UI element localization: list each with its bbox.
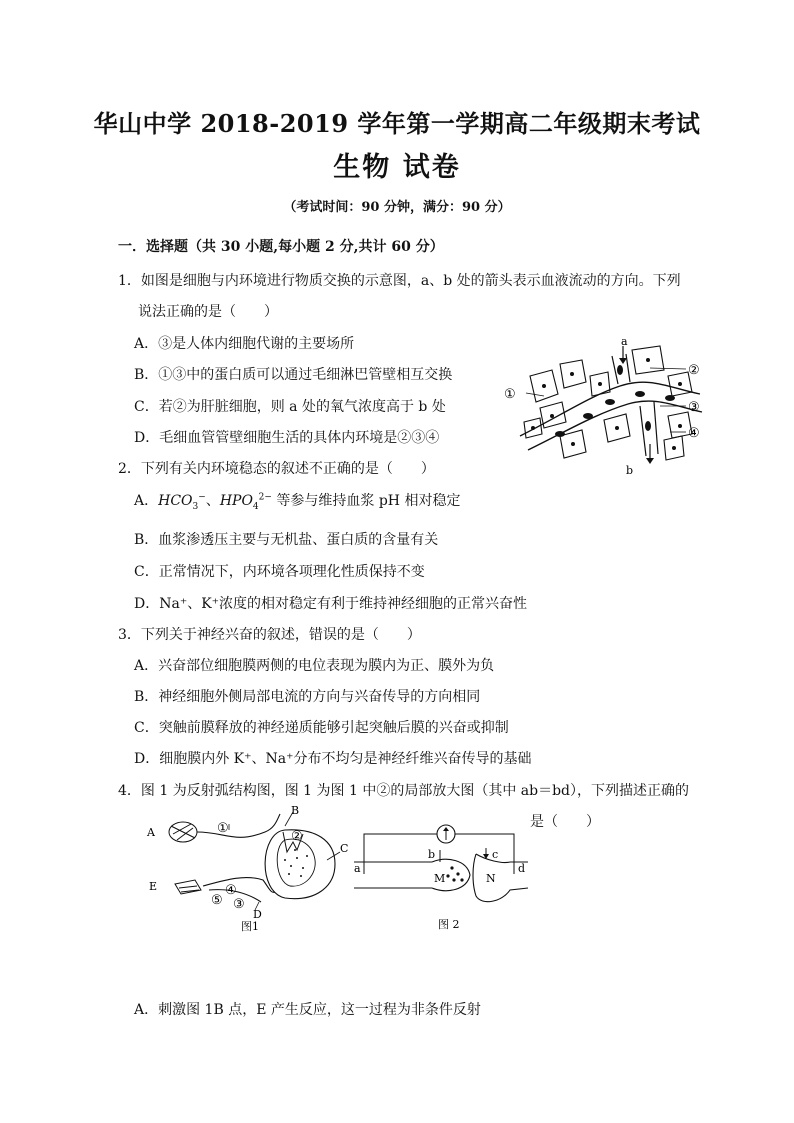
q4-fig2-label-b: b: [428, 848, 436, 861]
q4-fig1-label-2: ②: [291, 829, 303, 844]
q1-option-a: A．③是人体内细胞代谢的主要场所: [134, 336, 355, 352]
q3-option-c: C．突触前膜释放的神经递质能够引起突触后膜的兴奋或抑制: [134, 720, 509, 736]
q2-option-a: [134, 490, 460, 512]
q2-ion-hco3: HCO: [158, 493, 193, 509]
q4-fig1-label-4: ④: [225, 883, 237, 898]
q4-fig1-label-3: ③: [233, 897, 245, 912]
q2-stem-line1: 2．下列有关内环境稳态的叙述不正确的是（ ）: [118, 461, 435, 477]
q1-fig-label-2: ②: [688, 363, 700, 378]
q4-fig1-label-E: E: [149, 880, 158, 893]
q1-fig-label-4: ④: [688, 426, 700, 441]
q2-ion-hpo4-sub: 4: [252, 501, 259, 512]
q2-ion-hco3-sub: 3: [192, 501, 199, 512]
q1-stem-line1: 1．如图是细胞与内环境进行物质交换的示意图，a、b 处的箭头表示血液流动的方向。下列: [118, 273, 681, 289]
q3-option-a: A．兴奋部位细胞膜两侧的电位表现为膜内为正、膜外为负: [134, 658, 495, 674]
q2-ion-hpo4-sup: 2−: [258, 492, 272, 503]
q2-option-b: B．血浆渗透压主要与无机盐、蛋白质的含量有关: [134, 532, 439, 548]
q1-option-b: B．①③中的蛋白质可以通过毛细淋巴管壁相互交换: [134, 367, 453, 383]
q4-stem-line2: 是（ ）: [530, 814, 600, 830]
q4-fig1-label-D: D: [253, 908, 262, 921]
q2-option-a-prefix: A．: [134, 493, 159, 509]
q1-fig-label-b: b: [626, 464, 634, 477]
q1-option-c: C．若②为肝脏细胞，则 a 处的氧气浓度高于 b 处: [134, 399, 446, 415]
q1-option-d: D．毛细血管管壁细胞生活的具体内环境是②③④: [134, 430, 440, 446]
q2-ion-hco3-sup: −: [198, 492, 206, 503]
q4-fig1-caption: 图1: [241, 920, 259, 933]
q4-fig1-label-1: ①: [217, 821, 229, 836]
q4-fig2-label-a: a: [354, 862, 361, 875]
q1-figure-tissue-diagram: [500, 336, 710, 478]
q3-option-d: D．细胞膜内外 K⁺、Na⁺分布不均匀是神经纤维兴奋传导的基础: [134, 751, 532, 767]
q1-fig-label-a: a: [621, 336, 628, 348]
q1-fig-label-1: ①: [504, 387, 516, 402]
section-heading: 一．选择题（共 30 小题,每小题 2 分,共计 60 分）: [118, 239, 444, 255]
q2-option-d: D．Na⁺、K⁺浓度的相对稳定有利于维持神经细胞的正常兴奋性: [134, 596, 528, 612]
exam-subtitle: 生物 试卷: [333, 152, 461, 183]
q2-option-a-rest: 等参与维持血浆 pH 相对稳定: [271, 493, 461, 509]
exam-info: （考试时间：90 分钟，满分：90 分）: [283, 200, 511, 215]
q3-stem-line1: 3．下列关于神经兴奋的叙述，错误的是（ ）: [118, 627, 421, 643]
exam-title: 华山中学 2018-2019 学年第一学期高二年级期末考试: [93, 109, 701, 138]
q1-fig-label-3: ③: [688, 400, 700, 415]
q4-stem-line1: 4．图 1 为反射弧结构图，图 1 为图 1 中②的局部放大图（其中 ab＝bd），下列描述正确的: [118, 783, 690, 799]
q4-fig1-label-B: B: [291, 804, 300, 817]
q3-option-b: B．神经细胞外侧局部电流的方向与兴奋传导的方向相同: [134, 689, 481, 705]
q2-option-c: C．正常情况下，内环境各项理化性质保持不变: [134, 564, 425, 580]
q4-fig2-label-c: c: [492, 848, 499, 861]
q4-option-a: A．刺激图 1B 点，E 产生反应，这一过程为非条件反射: [134, 1002, 481, 1018]
q4-fig2-label-M: M: [434, 872, 446, 885]
q4-fig2-caption: 图 2: [438, 918, 460, 931]
q4-figure-1-reflex-arc: [145, 802, 360, 934]
q2-ion-hpo4: HPO: [219, 493, 253, 509]
q4-fig1-label-C: C: [340, 842, 349, 855]
q4-fig2-label-N: N: [486, 872, 496, 885]
q4-fig1-label-5: ⑤: [211, 893, 223, 908]
q1-stem-line2: 说法正确的是（ ）: [138, 304, 278, 320]
q4-figure-2-synapse: [352, 820, 530, 936]
q4-fig2-label-d: d: [518, 862, 526, 875]
q2-ion-separator: 、: [205, 493, 220, 509]
q4-fig1-label-A: A: [147, 826, 155, 839]
